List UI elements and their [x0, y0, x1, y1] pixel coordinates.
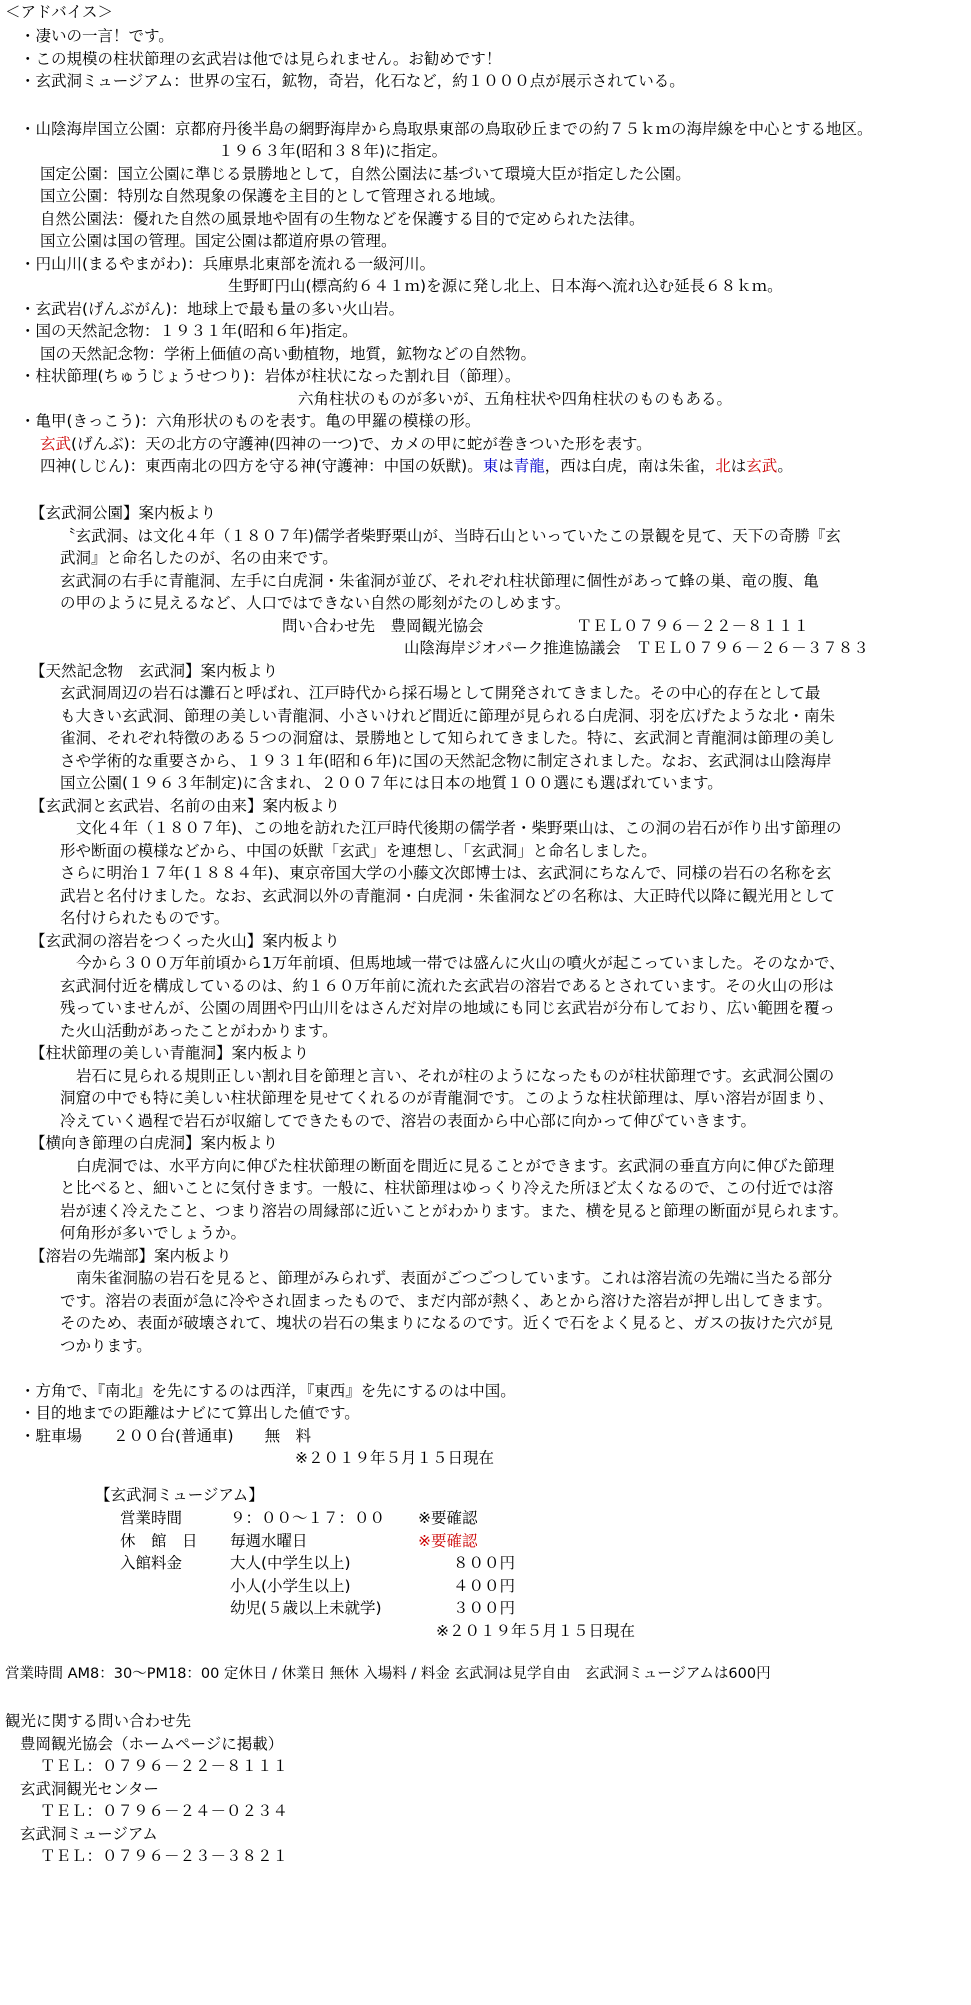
seiryu-highlight: 青龍 — [513, 457, 545, 475]
board-title: 【横向き節理の白虎洞】案内板より — [30, 1134, 279, 1152]
board-text: 〝玄武洞〟は文化４年（１８０７年)儒学者柴野栗山が、当時石山といっていたこの景観を見て、天下の奇勝『玄 — [60, 527, 841, 545]
board-text: 玄武洞付近を構成しているのは、約１６０万年前に流れた玄武岩の溶岩であるとされています。その火山の形は — [60, 977, 834, 995]
summary-bar: 営業時間 AM8：30～PM18：00 定休日 / 休業日 無休 入場料 / 料金 玄武洞は見学自由 玄武洞ミュージアムは600円 — [5, 1666, 771, 1682]
board-text: 今から３００万年前頃から1万年前頃、但馬地域一帯では盛んに火山の噴火が起こっていました。そのなかで、 — [76, 954, 845, 972]
board-title: 【玄武洞と玄武岩、名前の由来】案内板より — [30, 797, 341, 815]
contacts-title: 観光に関する問い合わせ先 — [5, 1712, 192, 1730]
board-text: 武岩と名付けました。なお、玄武洞以外の青龍洞・白虎洞・朱雀洞などの名称は、大正時代以降に観光用として — [60, 887, 836, 905]
board-text: 玄武洞周辺の岩石は灘石と呼ばれ、江戸時代から採石場として開発されてきました。その中心的存在として最 — [60, 684, 821, 702]
museum-closed-value: 毎週水曜日 — [230, 1532, 308, 1550]
museum-title: 【玄武洞ミュージアム】 — [95, 1486, 264, 1504]
glossary-line: 四神(しじん)：東西南北の四方を守る神(守護神：中国の妖獣)。東は青龍，西は白虎，南は朱雀，北は玄武。 — [40, 457, 793, 475]
glossary-line: 自然公園法：優れた自然の風景地や固有の生物などを保護する目的で定められた法律。 — [40, 210, 645, 228]
north-highlight: 北 — [715, 457, 731, 475]
board-text: 武洞』と命名したのが、名の由来です。 — [60, 549, 338, 567]
contact-tel: ＴＥＬ：０７９６－２４－０２３４ — [40, 1802, 289, 1820]
museum-fee-label: 入館料金 — [120, 1554, 183, 1572]
board-text: 洞窟の中でも特に美しい柱状節理を見せてくれるのが青龍洞です。このような柱状節理は、厚い溶岩が固まり、 — [60, 1089, 834, 1107]
advice-item: ・この規模の柱状節理の玄武岩は他では見られません。お勧めです！ — [20, 50, 502, 68]
fee-price: ４００円 — [453, 1577, 516, 1595]
board-text: 形や断面の模様などから、中国の妖獣「玄武」を連想し、「玄武洞」と命名しました。 — [60, 842, 657, 860]
glossary-line: 国立公園：特別な自然現象の保護を主目的として管理される地域。 — [40, 187, 506, 205]
board-text: 玄武洞の右手に青龍洞、左手に白虎洞・朱雀洞が並び、それぞれ柱状節理に個性があって蜂の巣、竜の腹、亀 — [60, 572, 819, 590]
board-text: も大きい玄武洞、節理の美しい青龍洞、小さいけれど間近に節理が見られる白虎洞、羽を広げたような北・南朱 — [60, 707, 836, 725]
note-date: ※２０１９年５月１５日現在 — [295, 1449, 494, 1467]
museum-as-of: ※２０１９年５月１５日現在 — [436, 1622, 635, 1640]
board-text: の甲のように見えるなど、人口ではできない自然の彫刻がたのしめます。 — [60, 594, 571, 612]
board-title: 【溶岩の先端部】案内板より — [30, 1247, 232, 1265]
glossary-line: ・柱状節理(ちゅうじょうせつり)：岩体が柱状になった割れ目（節理）。 — [20, 367, 521, 385]
board-text: です。溶岩の表面が急に冷やされ固まったもので、まだ内部が熱く、あとから溶けた溶岩が押し出してきます。 — [60, 1292, 832, 1310]
board-text: 岩石に見られる規則正しい割れ目を節理と言い、それが柱のようになったものが柱状節理です。玄武洞公園の — [76, 1067, 835, 1085]
board-text: 何角形が多いでしょうか。 — [60, 1224, 247, 1242]
glossary-line: 生野町円山(標高約６４１ｍ)を源に発し北上、日本海へ流れ込む延長６８ｋｍ。 — [228, 277, 783, 295]
board-text: つかります。 — [60, 1337, 152, 1355]
board-contact: 問い合わせ先 豊岡観光協会 ＴＥＬ０７９６－２２－８１１１ — [282, 617, 810, 635]
glossary-line: ・玄武岩(げんぶがん)：地球上で最も量の多い火山岩。 — [20, 300, 405, 318]
glossary-line: ・山陰海岸国立公園：京都府丹後半島の網野海岸から鳥取県東部の鳥取砂丘までの約７５ｋｍの海岸線を中心とする地区。 — [20, 120, 873, 138]
board-contact: 山陰海岸ジオパーク推進協議会 ＴＥＬ０７９６－２６－３７８３ — [404, 639, 869, 657]
board-text: 名付けられたものです。 — [60, 909, 230, 927]
glossary-line: 六角柱状のものが多いが、五角柱状や四角柱状のものもある。 — [298, 390, 733, 408]
note-line: ・目的地までの距離はナビにて算出した値です。 — [20, 1404, 360, 1422]
board-text: た火山活動があったことがわかります。 — [60, 1022, 338, 1040]
board-text: 南朱雀洞脇の岩石を見ると、節理がみられず、表面がごつごつしています。これは溶岩流の先端に当たる部分 — [76, 1269, 833, 1287]
glossary-line: 玄武(げんぶ)：天の北方の守護神(四神の一つ)で、カメの甲に蛇が巻きついた形を表す。 — [40, 435, 652, 453]
museum-closed-label: 休 館 日 — [120, 1532, 198, 1550]
board-text: 文化４年（１８０７年)、この地を訪れた江戸時代後期の儒学者・柴野栗山は、この洞の岩石が作り出す節理の — [76, 819, 842, 837]
glossary-line: １９６３年(昭和３８年)に指定。 — [218, 142, 448, 160]
board-text: と比べると、細いことに気付きます。一般に、柱状節理はゆっくり冷えた所ほど太くなるので、この付近では溶 — [60, 1179, 834, 1197]
museum-hours-label: 営業時間 — [120, 1509, 183, 1527]
contact-name: 玄武洞ミュージアム — [20, 1825, 158, 1843]
board-title: 【玄武洞公園】案内板より — [30, 504, 217, 522]
fee-who: 大人(中学生以上) — [230, 1554, 351, 1572]
east-highlight: 東 — [482, 457, 499, 475]
board-text: さらに明治１７年(１８８４年)、東京帝国大学の小藤文次郎博士は、玄武洞にちなんで、同様の岩石の名称を玄 — [60, 864, 832, 882]
advice-item: ・凄いの一言！です。 — [20, 27, 174, 45]
glossary-line: 国立公園は国の管理。国定公園は都道府県の管理。 — [40, 232, 397, 250]
contact-name: 豊岡観光協会（ホームページに掲載） — [20, 1735, 284, 1753]
museum-closed-note: ※要確認 — [418, 1532, 478, 1550]
glossary-line: 国の天然記念物：学術上価値の高い動植物，地質，鉱物などの自然物。 — [40, 345, 537, 363]
fee-price: ３００円 — [453, 1599, 516, 1617]
note-line: ・方角で、『南北』を先にするのは西洋，『東西』を先にするのは中国。 — [20, 1382, 516, 1400]
glossary-line: ・国の天然記念物：１９３１年(昭和６年)指定。 — [20, 322, 358, 340]
museum-hours-value: ９：００～１７：００ — [230, 1509, 386, 1527]
board-text: さや学術的な重要さから、１９３１年(昭和６年)に国の天然記念物に制定されました。なお、玄武洞は山陰海岸 — [60, 752, 832, 770]
board-text: 岩が速く冷えたこと、つまり溶岩の周縁部に近いことがわかります。また、横を見ると節理の断面が見られます。 — [60, 1202, 849, 1220]
board-title: 【柱状節理の美しい青龍洞】案内板より — [30, 1044, 310, 1062]
glossary-line: ・円山川(まるやまがわ)：兵庫県北東部を流れる一級河川。 — [20, 255, 436, 273]
board-text: 白虎洞では、水平方向に伸びた柱状節理の断面を間近に見ることができます。玄武洞の垂直方向に伸びた節理 — [76, 1157, 835, 1175]
advice-heading: ＜アドバイス＞ — [5, 3, 114, 21]
note-line: ・駐車場 ２００台(普通車) 無 料 — [20, 1427, 312, 1445]
board-text: そのため、表面が破壊されて、塊状の岩石の集まりになるのです。近くで石をよく見ると、ガスの抜けた穴が見 — [60, 1314, 833, 1332]
board-title: 【天然記念物 玄武洞】案内板より — [30, 662, 279, 680]
board-text: 国立公園(１９６３年制定)に含まれ、２００７年には日本の地質１００選にも選ばれています。 — [60, 774, 723, 792]
contact-name: 玄武洞観光センター — [20, 1780, 159, 1798]
genbu-highlight: 玄武 — [746, 457, 778, 475]
fee-who: 幼児(５歳以上未就学) — [230, 1599, 382, 1617]
glossary-line: 国定公園：国立公園に準じる景勝地として，自然公園法に基づいて環境大臣が指定した公園。 — [40, 165, 691, 183]
museum-hours-note: ※要確認 — [418, 1509, 478, 1527]
glossary-line: ・亀甲(きっこう)：六角形状のものを表す。亀の甲羅の模様の形。 — [20, 412, 481, 430]
contact-tel: ＴＥＬ：０７９６－２３－３８２１ — [40, 1847, 289, 1865]
board-text: 残っていませんが、公園の周囲や円山川をはさんだ対岸の地域にも同じ玄武岩が分布しており、広い範囲を覆っ — [60, 999, 836, 1017]
board-title: 【玄武洞の溶岩をつくった火山】案内板より — [30, 932, 340, 950]
fee-who: 小人(小学生以上) — [230, 1577, 351, 1595]
fee-price: ８００円 — [453, 1554, 516, 1572]
advice-item: ・玄武洞ミュージアム：世界の宝石，鉱物，奇岩，化石など，約１０００点が展示されている。 — [20, 72, 685, 90]
contact-tel: ＴＥＬ：０７９６－２２－８１１１ — [40, 1757, 289, 1775]
board-text: 雀洞、それぞれ特徴のある５つの洞窟は、景勝地として知られてきました。特に、玄武洞と青龍洞は節理の美し — [60, 729, 836, 747]
board-text: 冷えていく過程で岩石が収縮してできたもので、溶岩の表面から中心部に向かって伸びていきます。 — [60, 1112, 756, 1130]
genbu-highlight: 玄武 — [40, 435, 72, 453]
